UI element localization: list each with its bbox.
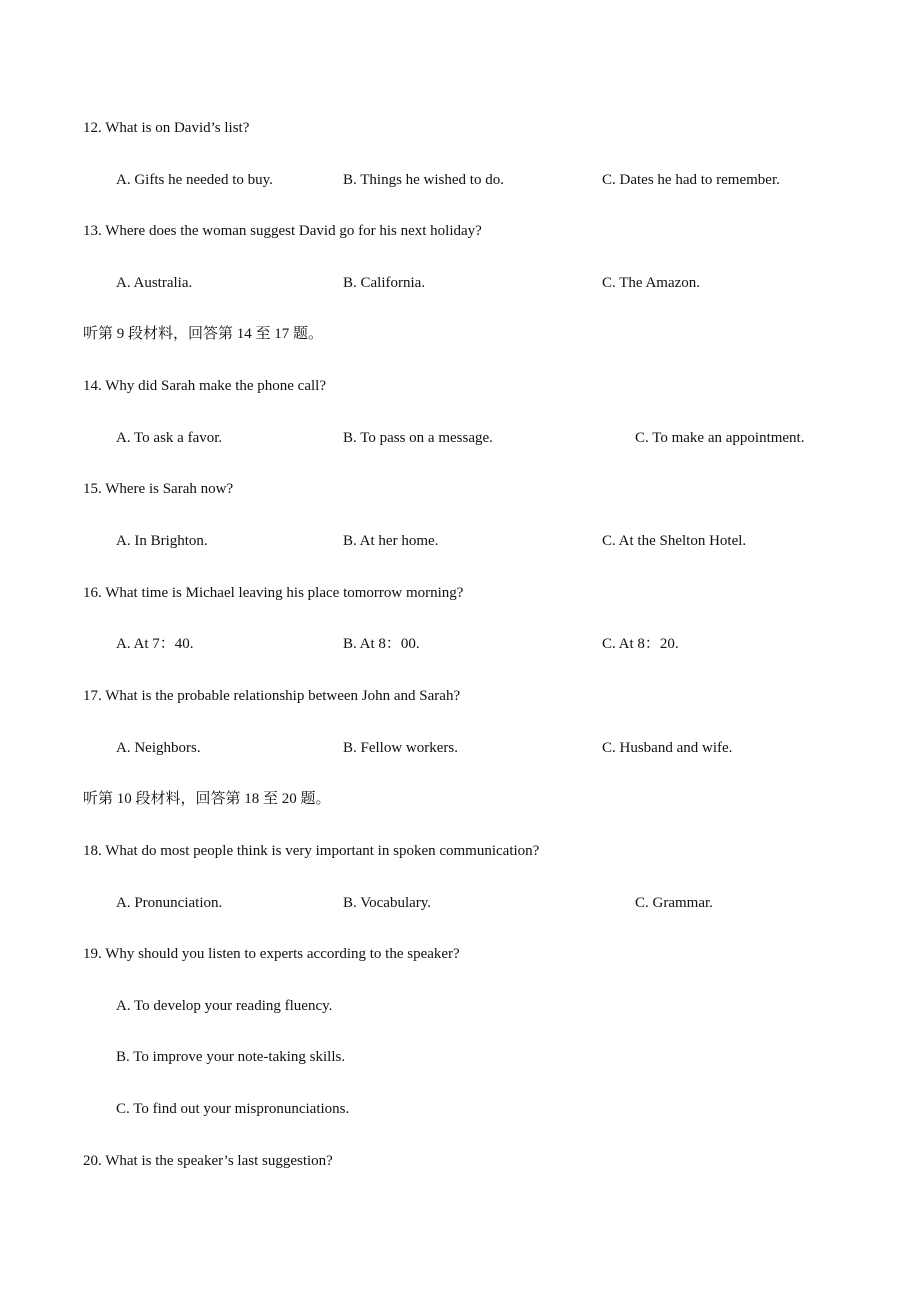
option-a: A. To develop your reading fluency.: [116, 998, 333, 1014]
question-text: 12. What is on David’s list?: [83, 120, 250, 136]
option-a: A. Pronunciation.: [116, 895, 223, 911]
section-heading-10: [0, 788, 920, 810]
section-instruction: 听第 9 段材料，回答第 14 至 17 题。: [83, 326, 324, 342]
options-row-15: [0, 530, 920, 552]
option-b: B. To improve your note-taking skills.: [116, 1049, 346, 1065]
question-14: [0, 375, 920, 397]
question-20: [0, 1150, 920, 1172]
option-c: C. At the Shelton Hotel.: [602, 533, 747, 549]
option-a: A. Australia.: [116, 275, 193, 291]
question-text: 19. Why should you listen to experts according to the speaker?: [83, 946, 460, 962]
option-b: B. Fellow workers.: [343, 740, 458, 756]
question-12: [0, 117, 920, 139]
section-instruction: 听第 10 段材料，回答第 18 至 20 题。: [83, 791, 331, 807]
question-text: 18. What do most people think is very important in spoken communication?: [83, 843, 540, 859]
option-c: C. Dates he had to remember.: [602, 172, 780, 188]
option-c: C. The Amazon.: [602, 275, 701, 291]
options-row-16: [0, 633, 920, 655]
question-text: 17. What is the probable relationship between John and Sarah?: [83, 688, 461, 704]
option-c: C. To make an appointment.: [635, 430, 805, 446]
option-b: B. Things he wished to do.: [343, 172, 504, 188]
options-row-14: [0, 427, 920, 449]
option-a: A. Neighbors.: [116, 740, 201, 756]
options-row-17: [0, 737, 920, 759]
option-row-19b: [0, 1046, 920, 1068]
question-16: [0, 582, 920, 604]
question-text: 13. Where does the woman suggest David go for his next holiday?: [83, 223, 482, 239]
option-c: C. To find out your mispronunciations.: [116, 1101, 350, 1117]
option-b: B. Vocabulary.: [343, 895, 432, 911]
question-15: [0, 478, 920, 500]
options-row-18: [0, 892, 920, 914]
question-text: 14. Why did Sarah make the phone call?: [83, 378, 326, 394]
option-a: A. In Brighton.: [116, 533, 208, 549]
option-row-19c: [0, 1098, 920, 1120]
option-c: C. Grammar.: [635, 895, 713, 911]
question-text: 16. What time is Michael leaving his place tomorrow morning?: [83, 585, 464, 601]
option-c: C. Husband and wife.: [602, 740, 733, 756]
question-18: [0, 840, 920, 862]
option-c: C. At 8：20.: [602, 636, 679, 652]
options-row-12: [0, 169, 920, 191]
question-19: [0, 943, 920, 965]
options-row-13: [0, 272, 920, 294]
question-text: 20. What is the speaker’s last suggestion?: [83, 1153, 333, 1169]
option-a: A. At 7：40.: [116, 636, 194, 652]
question-13: [0, 220, 920, 242]
section-heading-9: [0, 323, 920, 345]
option-row-19a: [0, 995, 920, 1017]
question-text: 15. Where is Sarah now?: [83, 481, 234, 497]
option-a: A. Gifts he needed to buy.: [116, 172, 273, 188]
option-b: B. To pass on a message.: [343, 430, 493, 446]
question-17: [0, 685, 920, 707]
option-a: A. To ask a favor.: [116, 430, 223, 446]
option-b: B. At her home.: [343, 533, 439, 549]
option-b: B. At 8：00.: [343, 636, 420, 652]
option-b: B. California.: [343, 275, 426, 291]
